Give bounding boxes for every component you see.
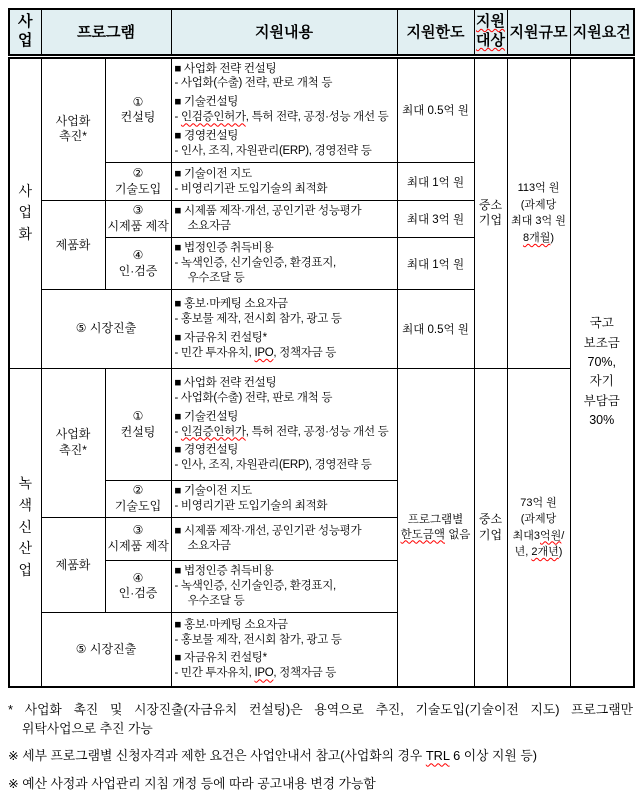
s1-program-certification-label: ④ 인·검증: [118, 247, 158, 278]
header-row: [9, 9, 634, 56]
col-header-content: 지원내용: [171, 9, 397, 56]
s2-limit-cell: [397, 369, 474, 688]
footnotes: [8, 701, 633, 793]
s1-limit-prototype-cell: 최대 3억 원: [397, 201, 474, 238]
s1-program-tech-adoption-label: ② 기술도입: [114, 166, 162, 196]
s2-scale-text: 73억 원 (과제당 최대3억원/ 년, 2개년): [512, 496, 565, 559]
s2-content-consulting-text: ■ 사업화 전략 컨설팅 - 사업화(수출) 전략, 판로 개척 등 ■ 기술컨설팅 - 인검증인허가, 특허 전략, 공정·성능 개선 등 ■ 경영컨설팅 - 인사, 조직, 자원관리(ERP), 경영전략 등: [174, 376, 389, 472]
s1-target-text: 중소 기업: [478, 197, 503, 228]
s1-program-prototype-label: ③ 시제품 제작: [107, 203, 169, 234]
s2-target-cell: [474, 369, 507, 688]
s2-program-prototype-label: ③ 시제품 제작: [107, 523, 169, 553]
s1-target-cell: [474, 56, 507, 369]
s2-limit-text: 프로그램별 한도금액 없음: [400, 513, 471, 541]
s2-business-label: 녹색신산업: [18, 475, 33, 579]
s2-scale-cell: [507, 369, 570, 688]
s2-content-tech-adoption-cell: [171, 481, 397, 518]
col-header-program: 프로그램: [41, 9, 171, 56]
s2-content-certification-cell: [171, 560, 397, 612]
s1-group-promotion-cell: [41, 56, 105, 201]
s1-limit-market-entry-cell: 최대 0.5억 원: [397, 290, 474, 369]
footnote-budget-change: [8, 775, 633, 793]
s1-business-label: 사업화: [18, 182, 33, 243]
s2-content-prototype-cell: [171, 517, 397, 560]
s2-content-market-entry-text: ■ 홍보·마케팅 소요자금 - 홍보물 제작, 전시회 참가, 광고 등 ■ 자금유치 컨설팅* - 민간 투자유치, IPO, 정책자금 등: [174, 618, 342, 680]
s1-group-productization-cell: 제품화: [41, 201, 105, 290]
s1-content-tech-adoption-text: ■ 기술이전 지도 - 비영리기관 도입기술의 최적화: [174, 167, 328, 195]
s2-program-market-entry-cell: [41, 612, 171, 687]
footnote-outsourcing: [8, 701, 633, 738]
s2-content-consulting-cell: [171, 369, 397, 481]
s2-content-certification-text: ■ 법정인증 취득비용 - 녹색인증, 신기술인증, 환경표지, 우수조달 등: [174, 564, 336, 607]
footnote-eligibility-text: ※ 세부 프로그램별 신청자격과 제한 요건은 사업안내서 참고(사업화의 경우 TRL 6 이상 지원 등): [8, 748, 537, 764]
col-header-requirement: 지원요건: [570, 9, 634, 56]
s2-group-promotion-cell: [41, 369, 105, 518]
s1-content-certification-text: ■ 법정인증 취득비용 - 녹색인증, 신기술인증, 환경표지, 우수조달 등: [174, 242, 336, 284]
s2-program-certification-cell: [105, 560, 171, 612]
s1-content-market-entry-cell: [171, 290, 397, 369]
s1-content-consulting-text: ■ 사업화 전략 컨설팅 - 사업화(수출) 전략, 판로 개척 등 ■ 기술컨설팅 - 인검증인허가, 특허 전략, 공정·성능 개선 등 ■ 경영컨설팅 - 인사, 조직, 자원관리(ERP), 경영전략 등: [174, 62, 389, 158]
s2-content-prototype-text: ■ 시제품 제작·개선, 공인기관 성능평가 소요자금: [174, 524, 362, 552]
s1-program-tech-adoption-cell: [105, 163, 171, 201]
s2-program-certification-label: ④ 인·검증: [118, 570, 158, 601]
s2-content-tech-adoption-text: ■ 기술이전 지도 - 비영리기관 도입기술의 최적화: [174, 485, 328, 512]
col-header-business: [9, 9, 41, 56]
s2-content-market-entry-cell: [171, 612, 397, 687]
s1-content-prototype-text: ■ 시제품 제작·개선, 공인기관 성능평가 소요자금: [174, 205, 362, 233]
requirement-text: 국고 보조금 70%, 자기 부담금 30%: [583, 316, 620, 428]
s2-program-tech-adoption-label: ② 기술도입: [114, 483, 162, 513]
s2-program-prototype-cell: [105, 517, 171, 560]
s2-group-promotion-label: 사업화 촉진*: [55, 427, 91, 457]
col-header-scale: 지원규모: [507, 9, 570, 56]
s1-limit-tech-adoption-cell: 최대 1억 원: [397, 163, 474, 201]
s1-content-tech-adoption-cell: [171, 163, 397, 201]
footnote-outsourcing-text: * 사업화 촉진 및 시장진출(자금유치 컨설팅)은 용역으로 추진, 기술도입(기술이전 지도) 프로그램만 위탁사업으로 추진 가능: [8, 702, 633, 736]
s1-limit-consulting-cell: 최대 0.5억 원: [397, 56, 474, 163]
s1-program-consulting-label: ① 컨설팅: [120, 94, 156, 125]
s2-program-market-entry-label: ⑤ 시장진출: [75, 641, 137, 656]
requirement-cell: [570, 56, 634, 687]
col-header-target-lines: 지원 대상: [476, 13, 505, 49]
s1-content-certification-cell: [171, 238, 397, 290]
s1-program-consulting-cell: [105, 56, 171, 163]
s1-scale-cell: [507, 56, 570, 369]
s1-business-cell: [9, 56, 41, 369]
s1-group-promotion-label: 사업화 촉진*: [55, 113, 91, 144]
s1-program-certification-cell: [105, 238, 171, 290]
s2-program-consulting-cell: [105, 369, 171, 481]
s2-program-tech-adoption-cell: [105, 481, 171, 518]
footnote-budget-change-text: ※ 예산 사정과 사업관리 지침 개정 등에 따라 공고내용 변경 가능함: [8, 775, 376, 791]
s1-limit-certification-cell: 최대 1억 원: [397, 238, 474, 290]
col-header-business-label: 사업: [18, 13, 33, 49]
s1-program-market-entry-label: ⑤ 시장진출: [75, 321, 137, 336]
s1-program-prototype-cell: [105, 201, 171, 238]
s2-group-productization-cell: 제품화: [41, 517, 105, 612]
footnote-eligibility: [8, 747, 633, 766]
s1-content-market-entry-text: ■ 홍보·마케팅 소요자금 - 홍보물 제작, 전시회 참가, 광고 등 ■ 자금유치 컨설팅* - 민간 투자유치, IPO, 정책자금 등: [174, 298, 342, 359]
s1-program-market-entry-cell: [41, 290, 171, 369]
col-header-target: [474, 9, 507, 56]
row-s1-consulting: [9, 56, 634, 163]
col-header-limit: 지원한도: [397, 9, 474, 56]
s1-content-prototype-cell: [171, 201, 397, 238]
s1-content-consulting-cell: [171, 56, 397, 163]
support-program-table: [8, 8, 635, 688]
s2-business-cell: [9, 369, 41, 688]
row-s2-consulting: [9, 369, 634, 481]
s1-scale-text: 113억 원 (과제당 최대 3억 원 8개월): [511, 182, 566, 244]
s2-program-consulting-label: ① 컨설팅: [120, 408, 156, 439]
s2-target-text: 중소 기업: [478, 512, 503, 542]
